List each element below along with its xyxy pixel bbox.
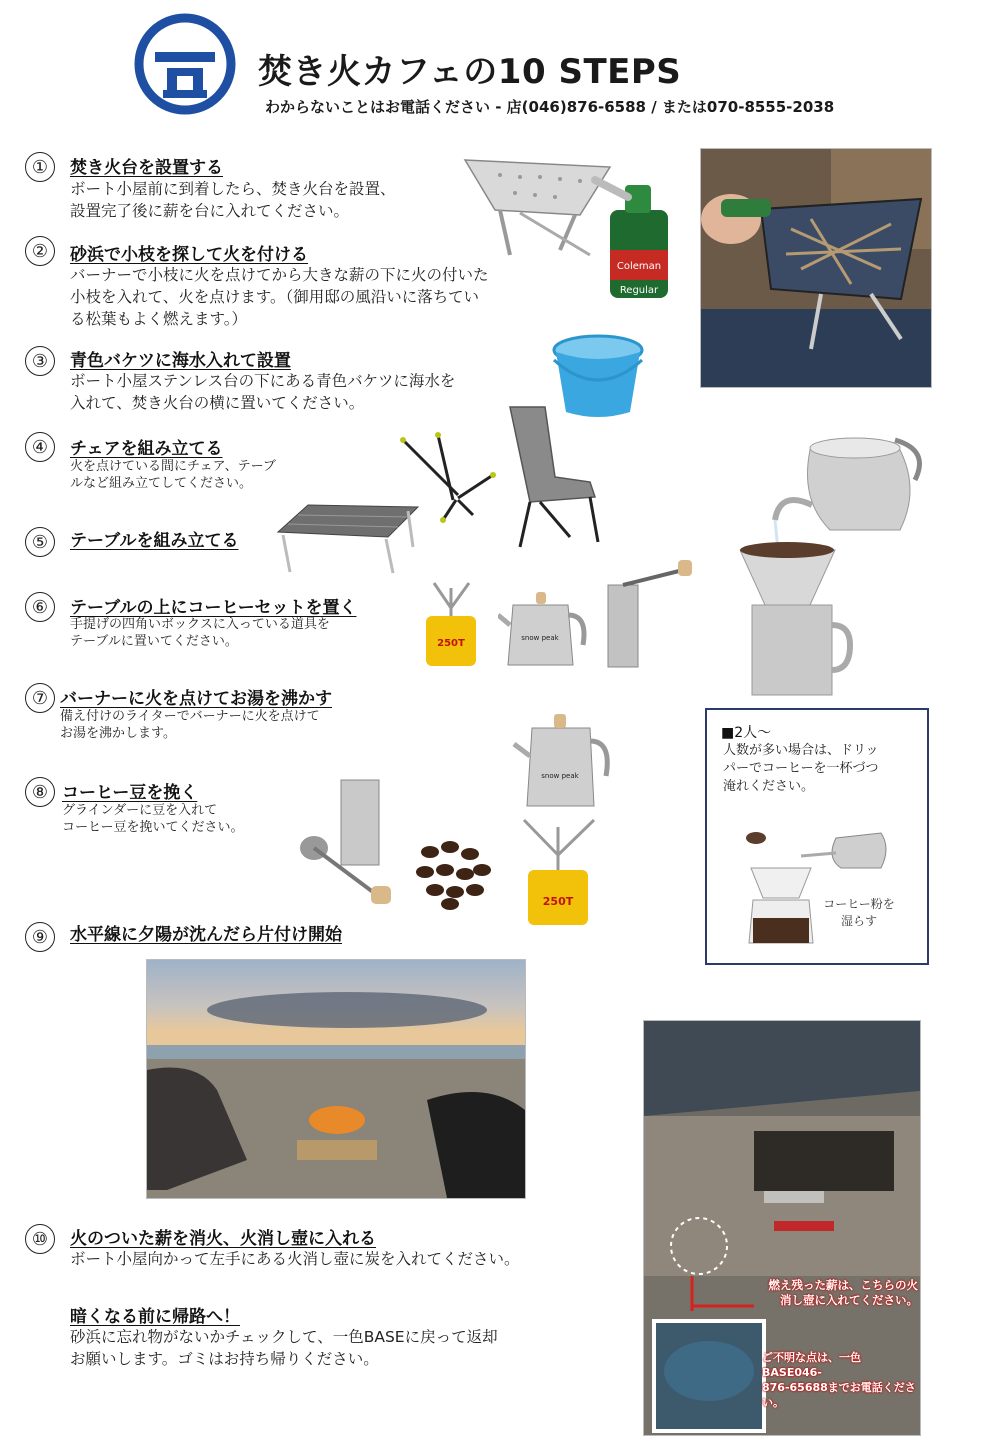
snow-peak-label-1: snow peak bbox=[521, 634, 559, 642]
step-5-number: ⑤ bbox=[25, 527, 55, 557]
step-1-number: ① bbox=[25, 152, 55, 182]
table-illustration bbox=[268, 497, 420, 575]
step-3-desc: ボート小屋ステンレス台の下にある青色バケツに海水を 入れて、焚き火台の横に置いてください。 bbox=[70, 372, 456, 412]
beach-sunset-photo bbox=[146, 959, 526, 1199]
shop-photo-overlay-1: 燃え残った薪は、こちらの火 消し壺に入れてください。 bbox=[768, 1278, 918, 1307]
step-6-desc: 手提げの四角いボックスに入っている道具を テーブルに置いてください。 bbox=[70, 617, 330, 649]
step-7-number: ⑦ bbox=[25, 683, 55, 713]
grinder-illustration bbox=[603, 560, 713, 670]
step-2-number: ② bbox=[25, 236, 55, 266]
regular-label: Regular bbox=[619, 285, 659, 296]
kettle-illustration-2 bbox=[512, 706, 612, 812]
step-2-title: 砂浜で小枝を探して火を付ける bbox=[70, 245, 308, 265]
gas-label-1: 250T bbox=[437, 638, 465, 649]
coffee-beans-illustration bbox=[410, 832, 495, 912]
step-10-desc: ボート小屋向かって左手にある火消し壺に炭を入れてください。 bbox=[70, 1250, 520, 1268]
step-5-title: テーブルを組み立てる bbox=[70, 531, 239, 551]
step-8-title: コーヒー豆を挽く bbox=[62, 783, 198, 803]
step-8-desc: グラインダーに豆を入れて コーヒー豆を挽いてください。 bbox=[62, 803, 244, 835]
closing-title: 暗くなる前に帰路へ！ bbox=[70, 1307, 240, 1327]
sidebox-heading: ■2人〜 bbox=[721, 725, 772, 741]
kettle-illustration bbox=[498, 580, 590, 670]
step-1-title: 焚き火台を設置する bbox=[70, 158, 223, 178]
step-10-title: 火のついた薪を消火、火消し壺に入れる bbox=[70, 1229, 376, 1249]
step-7-title: バーナーに火を点けてお湯を沸かす bbox=[60, 689, 332, 709]
multi-person-note-box bbox=[705, 708, 929, 965]
fire-pit-photo bbox=[700, 148, 932, 388]
step-8-number: ⑧ bbox=[25, 777, 55, 807]
step-6-title: テーブルの上にコーヒーセットを置く bbox=[70, 598, 357, 618]
step-4-title: チェアを組み立てる bbox=[70, 439, 223, 459]
logo bbox=[133, 12, 237, 116]
gas-stove-illustration bbox=[414, 578, 489, 668]
snow-peak-label-2: snow peak bbox=[541, 772, 579, 780]
step-4-number: ④ bbox=[25, 432, 55, 462]
pour-over-illustration bbox=[740, 420, 930, 700]
page-subtitle: わからないことはお電話ください - 店(046)876-6588 / または070-8555-2038 bbox=[265, 98, 835, 116]
coleman-label: Coleman bbox=[616, 261, 662, 272]
step-3-title: 青色バケツに海水入れて設置 bbox=[70, 351, 291, 371]
step-1-desc: ボート小屋前に到着したら、焚き火台を設置、 設置完了後に薪を台に入れてください。 bbox=[70, 180, 396, 220]
step-4-desc: 火を点けている間にチェア、テーブ ルなど組み立てしてください。 bbox=[70, 459, 276, 491]
dripper-illustration bbox=[741, 818, 901, 953]
gas-label-2: 250T bbox=[542, 895, 574, 908]
sidebox-caption: コーヒー粉を 湿らす bbox=[823, 897, 895, 928]
shop-photo-overlay-2: ご不明な点は、一色BASE046- 876-65688までお電話ください。 bbox=[762, 1351, 916, 1409]
step-7-desc: 備え付けのライターでバーナーに火を点けて お湯を沸かします。 bbox=[60, 709, 320, 741]
sidebox-text: 人数が多い場合は、ドリッ パーでコーヒーを一杯づつ 淹れください。 bbox=[723, 743, 879, 794]
gas-stove-illustration-2 bbox=[516, 815, 601, 927]
fire-pit-illustration bbox=[460, 155, 670, 300]
step-6-number: ⑥ bbox=[25, 592, 55, 622]
step-10-number: ⑩ bbox=[25, 1224, 55, 1254]
step-3-number: ③ bbox=[25, 346, 55, 376]
hand-grinder-illustration bbox=[296, 778, 396, 908]
page-title: 焚き火カフェの10 STEPS bbox=[258, 52, 682, 92]
closing-desc: 砂浜に忘れ物がないかチェックして、一色BASEに戻って返却 お願いします。ゴミはお持ち帰りください。 bbox=[70, 1328, 498, 1368]
camp-chair-illustration bbox=[500, 402, 605, 550]
step-2-desc: バーナーで小枝に火を点けてから大きな薪の下に火の付いた 小枝を入れて、火を点けます。（御用邸の風沿いに落ちてい る松葉もよく燃えます。） bbox=[70, 266, 489, 328]
step-9-title: 水平線に夕陽が沈んだら片付け開始 bbox=[70, 925, 342, 945]
step-9-number: ⑨ bbox=[25, 922, 55, 952]
